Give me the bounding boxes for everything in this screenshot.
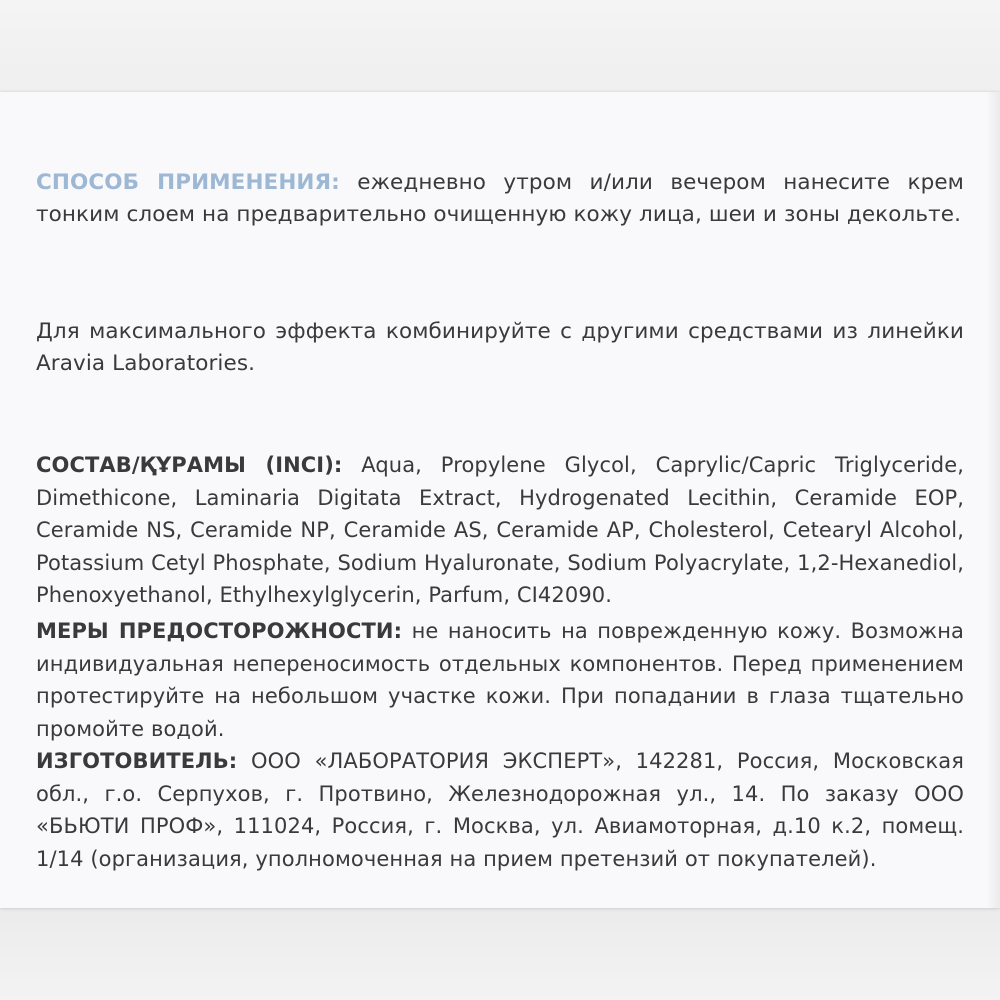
warnings-text: не наносить на поврежденную кожу. Возможна индивидуальная непереносимость отдельных компонентов. Перед применением протестируйте на небольшом участке кожи. При попадании в глаза тщательно промойте водой.	[36, 619, 964, 741]
usage-text: ежедневно утром и/или вечером нанесите крем тонким слоем на предварительно очищенную кожу лица, шеи и зоны декольте.	[36, 169, 964, 227]
composition-heading: СОСТАВ/ҚҰРАМЫ (INCI):	[36, 453, 343, 477]
manufacturer-paragraph	[36, 745, 964, 875]
usage-heading: СПОСОБ ПРИМЕНЕНИЯ:	[36, 169, 340, 195]
usage-paragraph	[36, 167, 964, 231]
manufacturer-text: ООО «ЛАБОРАТОРИЯ ЭКСПЕРТ», 142281, Россия, Московская обл., г.о. Серпухов, г. Протвино, Железнодорожная ул., 14. По заказу ООО «БЬЮТИ ПРОФ», 111024, Россия, г. Москва, ул. Авиамоторная, д.10 к.2, помещ. 1/14 (организация, уполномоченная на прием претензий от покупателей).	[36, 749, 965, 871]
manufacturer-heading: ИЗГОТОВИТЕЛЬ:	[36, 749, 238, 773]
composition-paragraph	[36, 449, 964, 612]
background-top	[0, 0, 1000, 95]
warnings-heading: МЕРЫ ПРЕДОСТОРОЖНОСТИ:	[36, 619, 403, 643]
combine-text: Для максимального эффекта комбинируйте с другими средствами из линейки Aravia Laboratories.	[36, 318, 964, 376]
warnings-paragraph	[36, 615, 964, 745]
composition-text: Aqua, Propylene Glycol, Caprylic/Capric Triglyceride, Dimethicone, Laminaria Digitata Extract, Hydrogenated Lecithin, Ceramide EOP, Ceramide NS, Ceramide NP, Ceramide AS, Ceramide AP, Cholesterol, Cetearyl Alcohol, Potassium Cetyl Phosphate, Sodium Hyaluronate, Sodium Polyacrylate, 1,2-Hexanediol, Phenoxyethanol, Ethylhexylglycerin, Parfum, CI42090.	[36, 453, 964, 607]
combine-paragraph	[36, 316, 964, 380]
panel-edge-shadow	[986, 92, 1000, 908]
background-bottom	[0, 905, 1000, 1000]
